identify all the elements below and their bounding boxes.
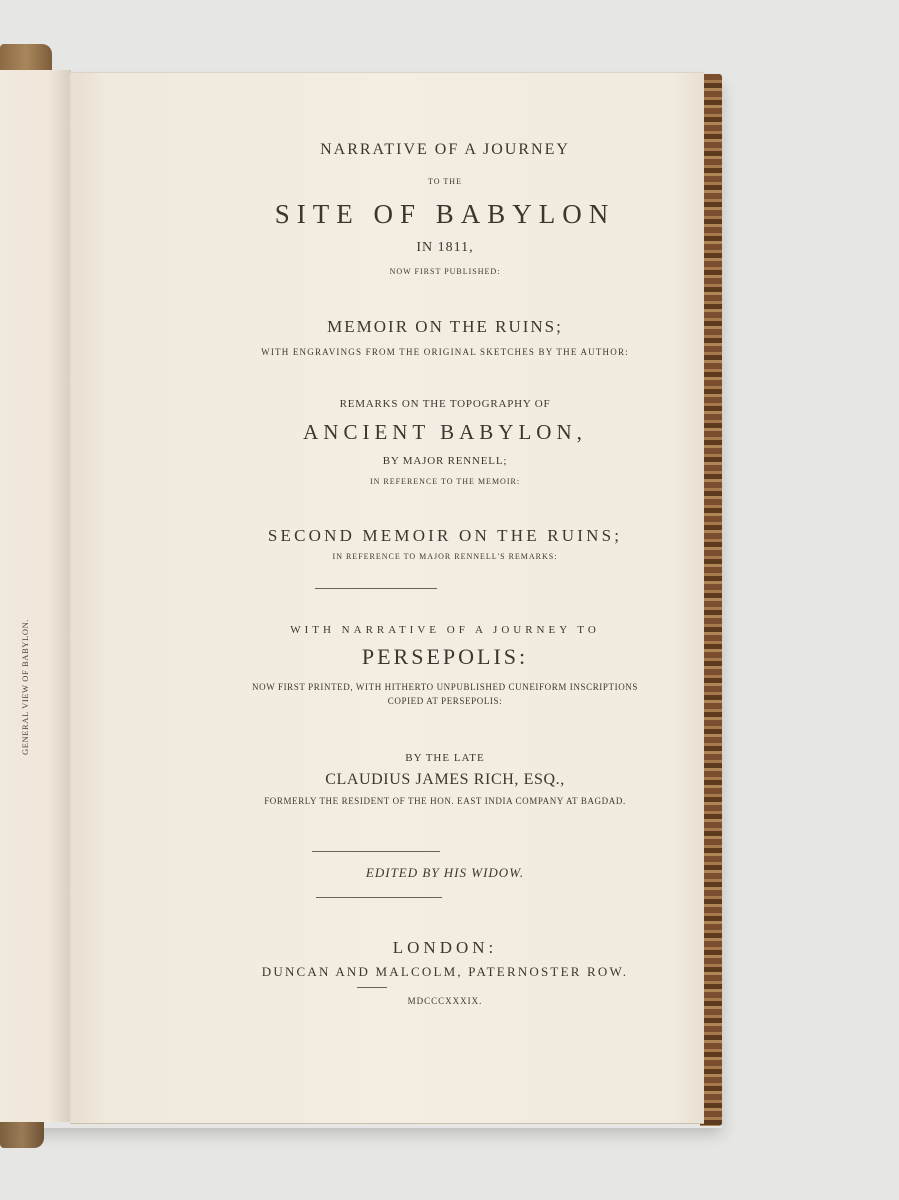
title-published-note: NOW FIRST PUBLISHED: xyxy=(389,267,501,276)
title-line-1: NARRATIVE OF A JOURNEY xyxy=(320,141,570,158)
memoir-heading: MEMOIR ON THE RUINS; xyxy=(327,317,563,336)
left-page xyxy=(0,70,71,1122)
imprint-year: MDCCCXXXIX. xyxy=(407,996,483,1006)
left-cover-bottom-corner xyxy=(0,1120,44,1148)
divider-rule-2 xyxy=(312,851,440,852)
author-by-line: BY THE LATE xyxy=(405,752,485,764)
editor-line: EDITED BY HIS WIDOW. xyxy=(365,865,525,880)
persepolis-subtitle-1: NOW FIRST PRINTED, WITH HITHERTO UNPUBLISHED CUNEIFORM INSCRIPTIONS xyxy=(251,682,639,692)
persepolis-heading: PERSEPOLIS: xyxy=(361,644,529,669)
author-role: FORMERLY THE RESIDENT OF THE HON. EAST INDIA COMPANY AT BAGDAD. xyxy=(264,796,626,806)
second-memoir-subtitle: IN REFERENCE TO MAJOR RENNELL'S REMARKS: xyxy=(332,552,558,561)
remarks-author: BY MAJOR RENNELL; xyxy=(382,455,508,467)
divider-rule-1 xyxy=(315,588,437,589)
persepolis-subtitle-2: COPIED AT PERSEPOLIS: xyxy=(387,696,503,706)
title-main: SITE OF BABYLON xyxy=(274,199,616,229)
persepolis-line: WITH NARRATIVE OF A JOURNEY TO xyxy=(290,624,600,636)
imprint-city: LONDON: xyxy=(392,938,498,957)
remarks-line: REMARKS ON THE TOPOGRAPHY OF xyxy=(339,398,551,410)
author-name: CLAUDIUS JAMES RICH, ESQ., xyxy=(325,771,565,788)
title-year: IN 1811, xyxy=(416,240,474,255)
memoir-subtitle: WITH ENGRAVINGS FROM THE ORIGINAL SKETCHES BY THE AUTHOR: xyxy=(261,347,629,357)
second-memoir-heading: SECOND MEMOIR ON THE RUINS; xyxy=(267,526,623,545)
title-page xyxy=(70,72,704,1124)
remarks-heading: ANCIENT BABYLON, xyxy=(303,420,587,444)
divider-rule-3 xyxy=(316,897,442,898)
imprint-publisher: DUNCAN AND MALCOLM, PATERNOSTER ROW. xyxy=(261,964,629,979)
remarks-reference: IN REFERENCE TO THE MEMOIR: xyxy=(369,477,521,486)
divider-rule-4 xyxy=(357,987,387,988)
title-line-2: TO THE xyxy=(428,177,462,186)
plate-caption: GENERAL VIEW OF BABYLON. xyxy=(20,618,30,756)
